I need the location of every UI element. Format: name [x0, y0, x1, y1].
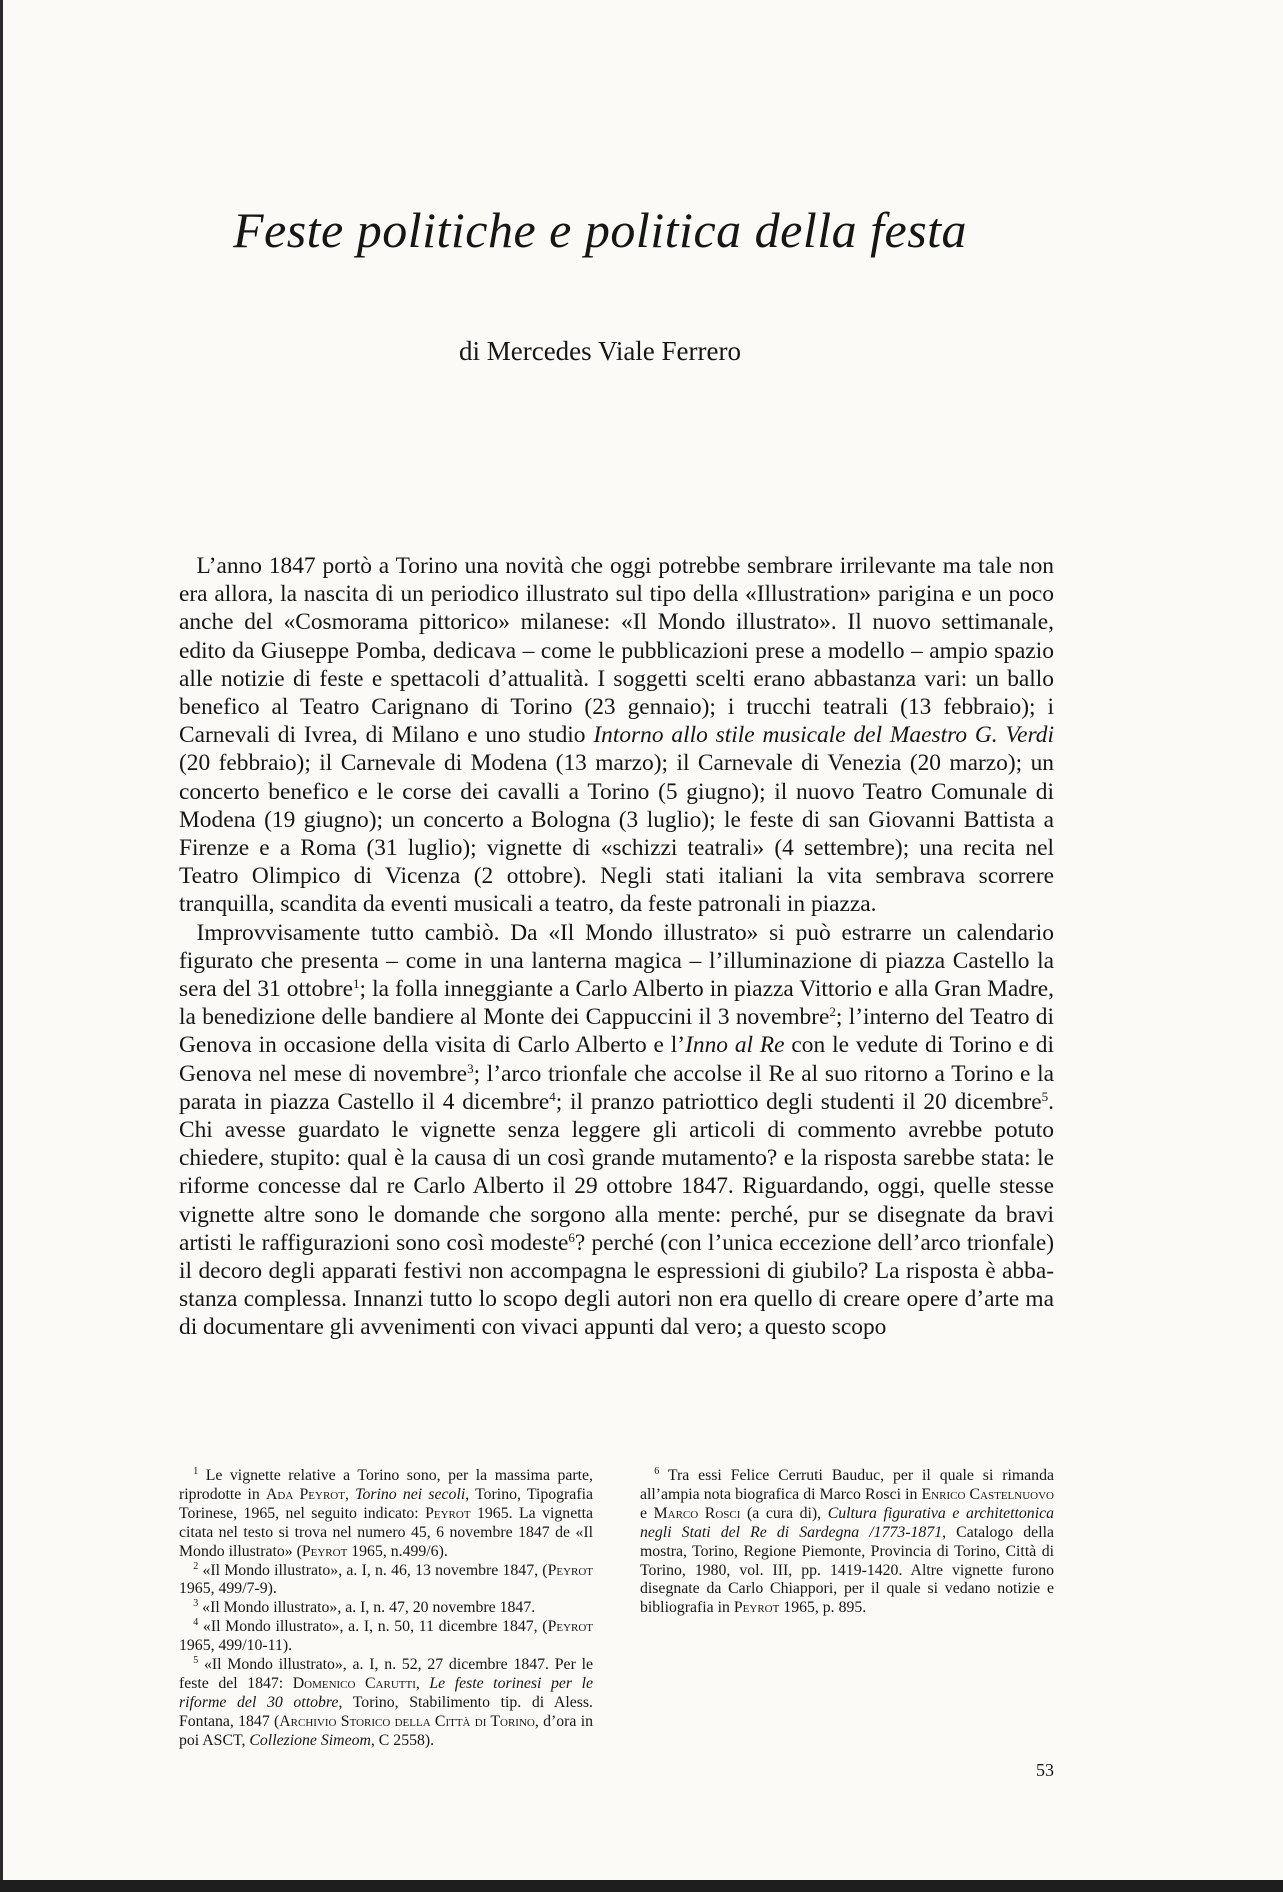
author-name: Peyrot: [301, 1542, 348, 1560]
text-run: , d’ora in poi ASCT,: [179, 1712, 593, 1749]
footnote-3: [179, 1599, 593, 1618]
footnote-number: 1: [193, 1466, 199, 1477]
text-run: 1965, 499/10-11).: [179, 1637, 293, 1655]
footnote-1: [179, 1467, 593, 1562]
footnote-number: 3: [193, 1598, 199, 1610]
author-name: Marco Rosci: [653, 1504, 741, 1522]
text-run: , Torino, Tipografia Torinese, 1965, nel seguito indicato:: [179, 1485, 593, 1522]
text-run: . Chi avesse guardato le vignette senza leggere gli articoli di commento avrebbe potuto chiedere, stupito: qual è la causa di un così grande mutamento? e la risposta sarebbe stata: le riforme concesse dal re Carlo Alberto il 29 ottobre 1847. Riguardando, oggi, quelle stesse vignette altre sono le domande che sorgono alla mente: perché, pur se disegnate da bravi artisti le raffigurazioni sono così modeste: [179, 1088, 1054, 1256]
footnote-ref: 4: [549, 1088, 556, 1104]
body-paragraph-1: [179, 552, 1054, 919]
text-run: «Il Mondo illustrato», a. I, n. 47, 20 novembre 1847.: [202, 1599, 536, 1617]
footnote-4: [179, 1618, 593, 1656]
author-name: Peyrot: [425, 1504, 471, 1522]
archive-name: Archivio Storico della Città di Torino: [279, 1712, 535, 1730]
text-run: «Il Mondo illustrato», a. I, n. 52, 27 dicembre 1847. Per le feste del 1847:: [179, 1656, 594, 1692]
text-run: , Catalogo della mostra, Torino, Regione Piemonte, Provincia di Torino, Città di Torino, 1980, vol. III, pp. 1419-1420. Altre vignette furono disegnate da Carlo Chiappori, per il quale si vedano notizie e bibliografia in: [640, 1523, 1054, 1617]
text-run: ,: [415, 1674, 430, 1692]
footnote-5: [179, 1656, 593, 1751]
author-name: Peyrot: [547, 1618, 594, 1636]
footnote-ref: 3: [467, 1060, 474, 1076]
scan-left-edge: [0, 0, 3, 1892]
text-run: «Il Mondo illustrato», a. I, n. 46, 13 novembre 1847, (: [202, 1561, 548, 1579]
text-run: ; l’interno del Teatro di Genova in occasione della visita di Carlo Alberto e l’: [179, 1004, 1055, 1059]
footnotes-column-right: [640, 1467, 1054, 1751]
text-run: ; l’arco trionfale che accolse il Re al suo ritorno a Torino e la parata in piazza Castello il 4 dicembre: [179, 1060, 1054, 1115]
cited-title: Cultura figurativa e architettonica negli Stati del Re di Sardegna /1773-1871: [640, 1504, 1054, 1541]
text-run: 1965, 499/7-9).: [179, 1580, 277, 1598]
footnotes-column-left: [179, 1467, 593, 1751]
body-paragraph-2: [179, 919, 1054, 1342]
text-run: (a cura di),: [740, 1504, 828, 1522]
footnote-ref: 1: [353, 976, 360, 992]
author-name: Peyrot: [547, 1561, 594, 1579]
text-run: 1965. La vignetta citata nel testo si trova nel numero 45, 6 novembre 1847 de «Il Mondo illustrato» (: [179, 1504, 593, 1560]
author-name: Ada Peyrot: [266, 1485, 345, 1503]
cited-title: Intorno allo stile musicale del Maestro G. Verdi: [593, 722, 1054, 749]
text-run: ; la folla inneggiante a Carlo Alberto in piazza Vittorio e alla Gran Madre, la benedizione delle bandiere al Monte dei Cappuccini il 3 novembre: [179, 976, 1054, 1031]
text-run: 1965, p. 895.: [779, 1599, 867, 1617]
article-body: [179, 552, 1054, 1342]
cited-title: Collezione Simeom: [249, 1731, 371, 1749]
text-run: 1965, n.499/6).: [347, 1542, 448, 1560]
text-run: ? perché (con l’unica eccezione dell’arco trionfale) il decoro degli apparati festivi non accompagna le espressioni di giubilo? La risposta è abbastanza complessa. Innanzi tutto lo scopo degli autori non era quello di creare opere d’arte ma di documentare gli avvenimenti con vivaci appunti dal vero; a questo scopo: [179, 1229, 1054, 1341]
text-run: Le vignette relative a Torino sono, per la massima parte, riprodotte in: [179, 1467, 593, 1503]
footnotes: [179, 1467, 1054, 1751]
footnote-ref: 2: [829, 1004, 836, 1020]
footnote-number: 6: [654, 1466, 660, 1477]
text-run: ; il pranzo patriottico degli studenti il 20 dicembre: [555, 1088, 1042, 1115]
text-run: , C 2558).: [370, 1731, 435, 1749]
scan-bottom-edge: [0, 1880, 1283, 1892]
footnote-number: 4: [193, 1617, 199, 1629]
cited-title: Torino nei secoli: [355, 1485, 466, 1503]
text-run: L’anno 1847 portò a Torino una novità che oggi potrebbe sembrare irrilevante ma tale non era allora, la nascita di un periodico illustrato sul tipo della «Illustration» parigina e un poco anche del «Cosmorama pittorico» milanese: «Il Mondo illustrato». Il nuovo settimanale, edito da Giuseppe Pomba, dedicava – come le pubblicazioni prese a modello – ampio spazio alle notizie di feste e spettacoli d’attualità. I soggetti scelti erano abbastanza vari: un ballo benefico al Teatro Carignano di Torino (23 gennaio); i trucchi teatrali (13 febbraio); i Carnevali di Ivrea, di Milano e uno studio: [179, 553, 1054, 749]
footnote-2: [179, 1562, 593, 1600]
text-run: e: [640, 1504, 654, 1522]
text-run: ,: [344, 1485, 356, 1503]
author-name: Enrico Castelnuovo: [921, 1485, 1054, 1503]
footnote-6: [640, 1467, 1054, 1618]
article-author: di Mercedes Viale Ferrero: [458, 336, 741, 366]
text-run: «Il Mondo illustrato», a. I, n. 50, 11 dicembre 1847, (: [202, 1618, 548, 1636]
text-run: con le vedute di Torino e di Genova nel mese di novembre: [179, 1032, 1055, 1087]
cited-title: Le feste torinesi per le riforme del 30 ottobre: [179, 1674, 593, 1711]
author-name: Domenico Carutti: [292, 1674, 416, 1692]
text-run: , Torino, Stabilimento tip. di Aless. Fontana, 1847 (: [179, 1693, 593, 1730]
article-title: Feste politiche e politica della festa: [232, 202, 968, 258]
footnote-ref: 6: [568, 1229, 575, 1245]
footnote-number: 2: [193, 1560, 199, 1572]
text-run: (20 febbraio); il Carnevale di Modena (13 marzo); il Carnevale di Venezia (20 marzo); un concerto benefico e le corse dei cavalli a Torino (5 giugno); il nuovo Teatro Comunale di Modena (19 giugno); un concerto a Bologna (3 luglio); le feste di san Giovanni Battista a Firenze e a Roma (31 luglio); vignette di «schizzi teatrali» (4 settembre); una recita nel Teatro Olimpico di Vicenza (2 ottobre). Negli stati italiani la vita sembrava scorrere tranquilla, scandita da eventi musicali a teatro, da feste patronali in piazza.: [179, 750, 1054, 918]
author-name: Peyrot: [733, 1599, 780, 1617]
footnote-ref: 5: [1041, 1088, 1049, 1104]
page-number: 53: [1036, 1760, 1054, 1780]
footnote-number: 5: [193, 1655, 199, 1667]
cited-title: Inno al Re: [685, 1032, 785, 1059]
text-run: Tra essi Felice Cerruti Bauduc, per il quale si rimanda all’ampia nota biografica di Marco Rosci in: [640, 1467, 1054, 1503]
text-run: Improvvisamente tutto cambiò. Da «Il Mondo illustrato» si può estrarre un calendario figurato che presenta – come in una lanterna magica – l’illuminazione di piazza Castello la sera del 31 ottobre: [179, 919, 1054, 1003]
